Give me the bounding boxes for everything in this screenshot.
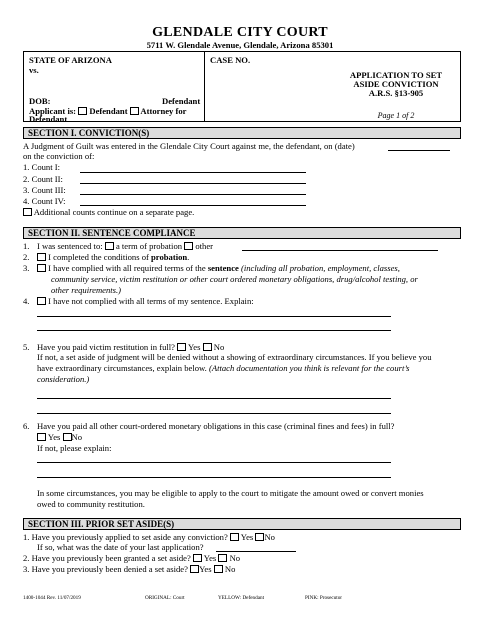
applicant-defendant-option: Defendant [89, 106, 128, 116]
last-application-date-field[interactable] [216, 551, 296, 552]
court-address: 5711 W. Glendale Avenue, Glendale, Arizona 85301 [146, 40, 334, 50]
probation-term-checkbox[interactable] [105, 242, 114, 250]
q3-text-b: sentence [207, 263, 239, 273]
not-complied-explain-line-1[interactable] [37, 316, 391, 317]
fines-yes-checkbox[interactable] [37, 433, 46, 441]
q5-line4: consideration.) [37, 374, 90, 384]
s3-q2-text: 2. Have you previously been granted a set aside? [23, 553, 191, 563]
denied-yes-label: Yes [199, 564, 212, 574]
granted-no-label: No [229, 553, 241, 563]
restitution-explain-line-1[interactable] [37, 398, 391, 399]
case-no-label: CASE NO. [210, 55, 251, 65]
q6-explain: If not, please explain: [37, 443, 112, 453]
case-column [204, 52, 461, 121]
footer-yellow: YELLOW: Defendant [218, 595, 265, 601]
doc-title-line2: ASIDE CONVICTION [353, 79, 439, 89]
q2-text-a: I completed the conditions of [48, 252, 149, 262]
doc-title-line1: APPLICATION TO SET [349, 70, 443, 80]
s3-q1-text: 1. Have you previously applied to set aside any conviction? [23, 532, 228, 542]
footer-form-number: 1400-1044 Rev. 11/07/2019 [23, 595, 81, 601]
granted-yes-label: Yes [203, 553, 217, 563]
count-1-field[interactable] [80, 172, 306, 173]
section1-intro: A Judgment of Guilt was entered in the Glendale City Court against me, the defendant, on (date) [23, 141, 355, 151]
dob-label: DOB: [29, 96, 51, 106]
section2-heading: SECTION II. SENTENCE COMPLIANCE [23, 227, 461, 239]
count-2-label: 2. Count II: [23, 174, 63, 184]
applicant-attorney-checkbox[interactable] [130, 107, 139, 115]
q4-row [37, 296, 254, 306]
q2-text-b: probation [151, 252, 188, 262]
q6-note-2: owed to community restitution. [37, 499, 145, 509]
q4-num: 4. [23, 296, 30, 306]
section1-heading: SECTION I. CONVICTION(S) [23, 127, 461, 139]
completed-probation-checkbox[interactable] [37, 253, 46, 261]
applied-yes-label: Yes [240, 532, 254, 542]
applicant-defendant-checkbox[interactable] [78, 107, 87, 115]
q1-text: I was sentenced to: [37, 241, 103, 251]
q5-num: 5. [23, 342, 30, 352]
count-4-label: 4. Count IV: [23, 196, 66, 206]
q3-line2: community service, victim restitution or other court ordered monetary obligations, drug/alcohol testing, or [51, 274, 418, 284]
q3-row [37, 263, 400, 273]
restitution-no-checkbox[interactable] [203, 343, 212, 351]
vs-label: vs. [29, 65, 39, 75]
state-label: STATE OF ARIZONA [29, 55, 112, 65]
q2-num: 2. [23, 252, 30, 262]
denied-yes-checkbox[interactable] [190, 565, 199, 573]
applicant-attorney-option-2: Defendant [29, 114, 68, 124]
q5-line3a: have extraordinary circumstances, explain below. [37, 363, 207, 373]
s3-q1-row [23, 532, 275, 542]
additional-counts-label: Additional counts continue on a separate page. [33, 207, 195, 217]
q5-line2: If not, a set aside of judgment will be denied without a showing of extraordinary circumstances. If you believe you [37, 352, 432, 362]
q1-num: 1. [23, 241, 30, 251]
applied-no-label: No [264, 532, 275, 542]
q5-line3b: (Attach documentation you think is relevant for the court’s [208, 363, 410, 373]
restitution-yes-label: Yes [187, 342, 201, 352]
q5-row [37, 342, 224, 352]
footer-original: ORIGINAL: Court [145, 595, 185, 601]
fines-explain-line-2[interactable] [37, 477, 391, 478]
q6-num: 6. [23, 421, 30, 431]
court-name: GLENDALE CITY COURT [152, 25, 328, 40]
applicant-attorney-option: Attorney for [140, 106, 187, 116]
q3-text-c: (including all probation, employment, classes, [241, 263, 400, 273]
s3-q1-sub: If so, what was the date of your last application? [37, 542, 204, 552]
additional-counts-checkbox[interactable] [23, 208, 32, 216]
q3-text-a: I have complied with all required terms of the [48, 263, 206, 273]
page-number: Page 1 of 2 [377, 111, 415, 120]
count-3-label: 3. Count III: [23, 185, 66, 195]
q2-text-c: . [187, 252, 190, 262]
fines-explain-line-1[interactable] [37, 462, 391, 463]
q1-row [37, 241, 213, 251]
count-1-label: 1. Count I: [23, 162, 61, 172]
denied-no-checkbox[interactable] [214, 565, 223, 573]
other-sentence-field[interactable] [242, 250, 438, 251]
count-4-field[interactable] [80, 205, 306, 206]
not-complied-explain-line-2[interactable] [37, 330, 391, 331]
denied-no-label: No [224, 564, 236, 574]
q6-note-1: In some circumstances, you may be eligible to apply to the court to mitigate the amount owed or convert monies [37, 488, 424, 498]
granted-yes-checkbox[interactable] [193, 554, 202, 562]
granted-no-checkbox[interactable] [218, 554, 227, 562]
additional-counts-row [23, 207, 194, 217]
s3-q3-text: 3. Have you previously been denied a set aside? [23, 564, 188, 574]
footer-pink: PINK: Prosecutor [305, 595, 343, 601]
section3-heading: SECTION III. PRIOR SET ASIDE(S) [23, 518, 461, 530]
q6-text: Have you paid all other court-ordered monetary obligations in this case (criminal fines and fees) in full? [37, 421, 395, 431]
count-2-field[interactable] [80, 183, 306, 184]
other-sentence-label: other [195, 241, 214, 251]
restitution-yes-checkbox[interactable] [177, 343, 186, 351]
not-complied-checkbox[interactable] [37, 297, 46, 305]
s3-q3-row [23, 564, 235, 574]
complied-checkbox[interactable] [37, 264, 46, 272]
q3-num: 3. [23, 263, 30, 273]
q4-text: I have not complied with all terms of my sentence. Explain: [48, 296, 254, 306]
defendant-label: Defendant [162, 96, 201, 106]
applicant-label: Applicant is: [29, 106, 77, 116]
s3-q2-row [23, 553, 240, 563]
conviction-date-field[interactable] [388, 150, 450, 151]
other-sentence-checkbox[interactable] [184, 242, 193, 250]
q5-line3 [37, 363, 409, 373]
probation-term-label: a term of probation [115, 241, 183, 251]
restitution-explain-line-2[interactable] [37, 413, 391, 414]
q2-row [37, 252, 189, 262]
case-header-box [23, 51, 461, 122]
fines-yes-label: Yes [47, 432, 61, 442]
q5-text: Have you paid victim restitution in full? [37, 342, 175, 352]
q6-options [37, 432, 82, 442]
doc-title-line3: A.R.S. §13-905 [368, 88, 424, 98]
count-3-field[interactable] [80, 194, 306, 195]
q3-line3: other requirements.) [51, 285, 122, 295]
fines-no-label: No [71, 432, 83, 442]
fines-no-checkbox[interactable] [63, 433, 72, 441]
section1-intro-2: on the conviction of: [23, 151, 95, 161]
applied-yes-checkbox[interactable] [230, 533, 239, 541]
restitution-no-label: No [213, 342, 225, 352]
